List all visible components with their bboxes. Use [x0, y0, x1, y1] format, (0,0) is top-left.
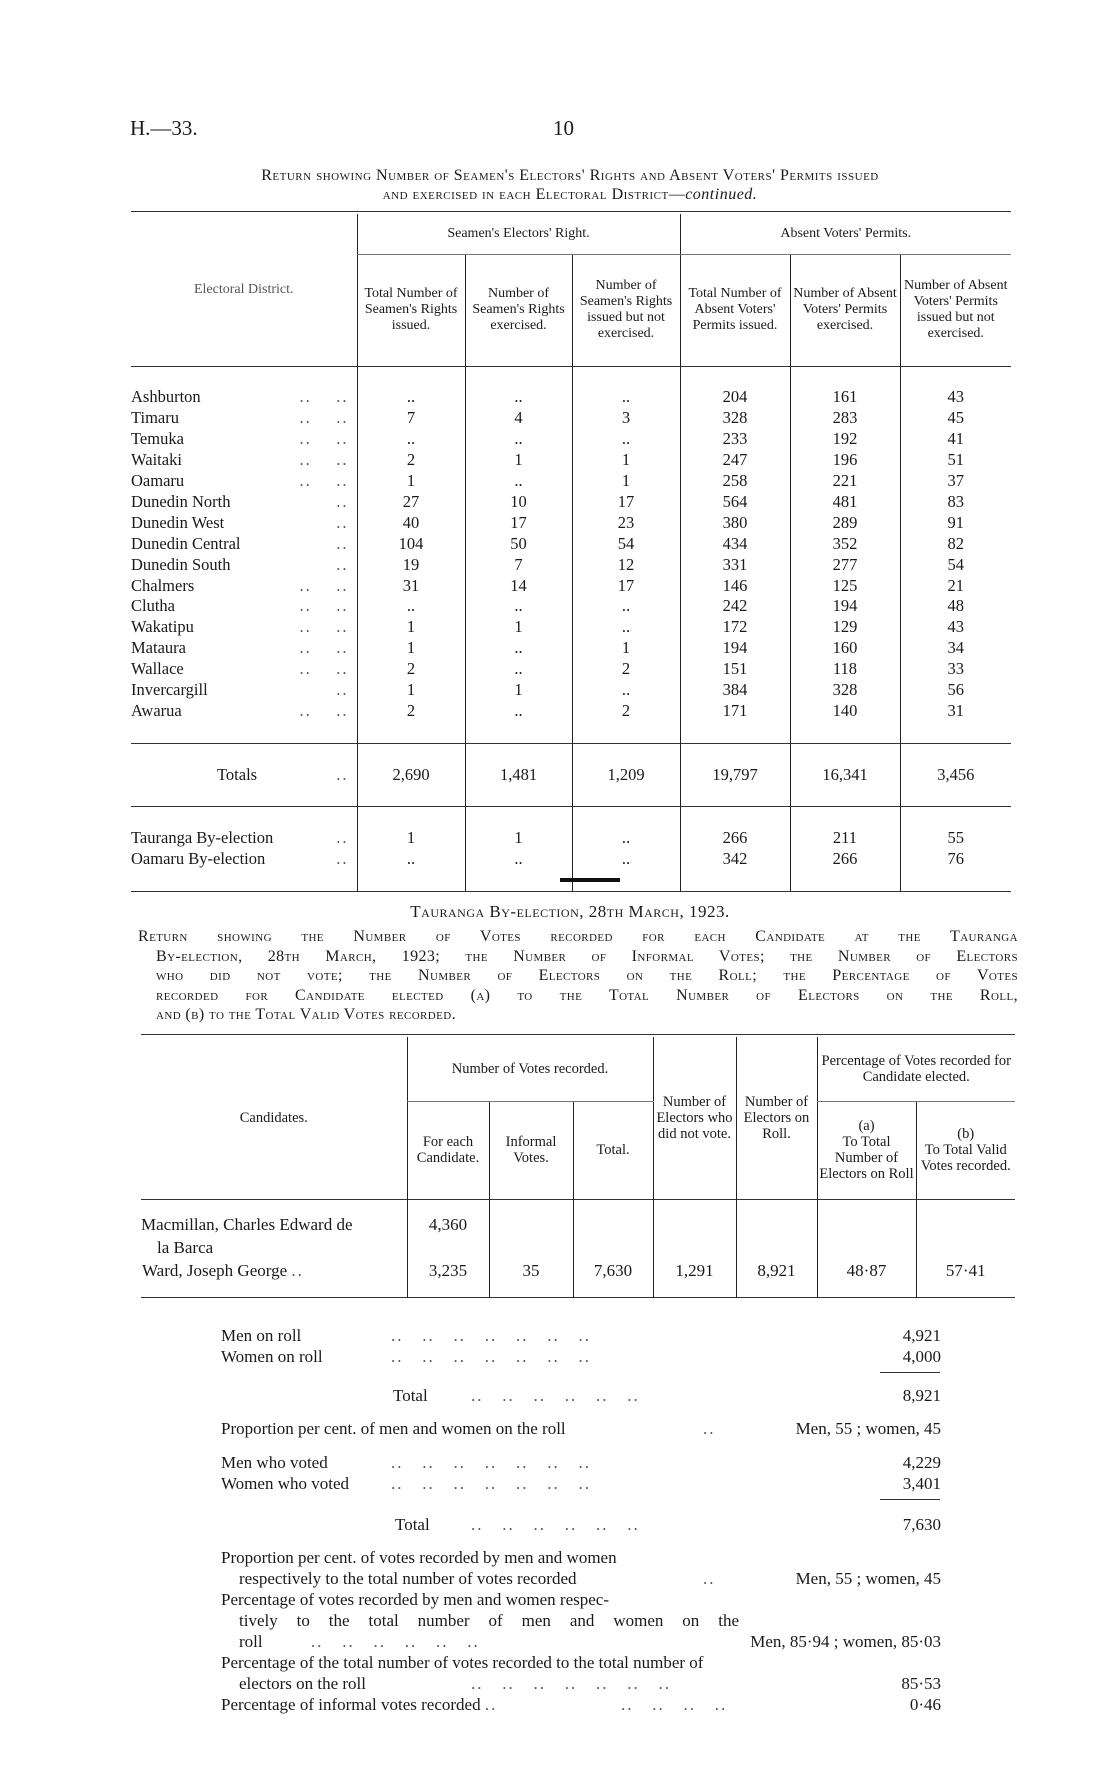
district-name: Totals ..: [217, 764, 349, 784]
cell-value: ..: [357, 429, 465, 450]
cell-value: 43: [900, 617, 1011, 638]
pct-informal-label: Percentage of informal votes recorded: [221, 1695, 481, 1714]
table-row: [131, 596, 1011, 617]
cell-value: 258: [680, 471, 790, 492]
district-name: Wakatipu .. ..: [131, 617, 349, 637]
cell-value: 434: [680, 534, 790, 555]
prop-roll-label: Proportion per cent. of men and women on the roll: [221, 1419, 566, 1438]
cell-value: 27: [357, 492, 465, 513]
table-row: [131, 429, 1011, 450]
cell-value: 1: [465, 680, 572, 701]
table-row: [131, 828, 1011, 849]
cell-value: 266: [790, 849, 900, 870]
prop-votes-line1: Proportion per cent. of votes recorded by men and women: [221, 1548, 617, 1567]
table-row: [131, 617, 1011, 638]
cell-value: 14: [465, 576, 572, 597]
cell-value: 23: [572, 513, 680, 534]
sum-rule: [880, 1499, 940, 1500]
cell-value: 50: [465, 534, 572, 555]
district-name: Dunedin South ..: [131, 554, 349, 574]
group-absent: Absent Voters' Permits.: [680, 214, 1011, 254]
cell-value: 342: [680, 849, 790, 870]
cell-value: 2: [357, 659, 465, 680]
candidate-votes: 3,235: [407, 1259, 489, 1283]
cell-value: 481: [790, 492, 900, 513]
pct-total-value: 85·53: [901, 1674, 941, 1693]
total-roll-value: 8,921: [902, 1386, 941, 1405]
cell-value: ..: [465, 387, 572, 408]
table-row: [131, 450, 1011, 471]
cell-value: ..: [357, 596, 465, 617]
table-row: [141, 1213, 1015, 1237]
table-row: [131, 513, 1011, 534]
district-name: Invercargill ..: [131, 680, 349, 700]
table-row: [131, 555, 1011, 576]
cell-value: 160: [790, 638, 900, 659]
col-on-roll: Number of Electors on Roll.: [736, 1037, 817, 1199]
table-row: [131, 534, 1011, 555]
district-name: Dunedin West ..: [131, 512, 349, 532]
table-row: [131, 659, 1011, 680]
col-total: Total.: [573, 1101, 653, 1199]
men-voted-value: 4,229: [902, 1453, 941, 1472]
cell-value: 233: [680, 429, 790, 450]
cell-value: 33: [900, 659, 1011, 680]
cell-value: 171: [680, 701, 790, 722]
cell-value: 221: [790, 471, 900, 492]
cell-value: 56: [900, 680, 1011, 701]
cell-value: 34: [900, 638, 1011, 659]
women-voted-value: 3,401: [902, 1474, 941, 1493]
cell-value: 54: [900, 555, 1011, 576]
cell-value: ..: [465, 596, 572, 617]
cell-value: 2: [357, 701, 465, 722]
total-roll-row: Total .. .. .. .. .. .. 8,921: [393, 1386, 941, 1405]
pct-b: 57·41: [916, 1259, 1015, 1283]
prop-votes-block: [221, 1547, 941, 1715]
cell-value: 1: [572, 638, 680, 659]
table1-title-line1: Return showing Number of Seamen's Electors' Rights and Absent Voters' Permits issued: [261, 167, 879, 184]
col-candidates: Candidates.: [239, 1109, 308, 1126]
table-row: [131, 576, 1011, 597]
cell-value: 1: [357, 617, 465, 638]
table-row: [131, 849, 1011, 870]
pct-informal-row: Percentage of informal votes recorded .. .. .. .. .. 0·46: [221, 1695, 941, 1714]
district-name: Waitaki .. ..: [131, 450, 349, 470]
cell-value: 4: [465, 408, 572, 429]
cell-value: ..: [572, 387, 680, 408]
table2-title-line: By-election, 28th March, 1923; the Number of Informal Votes; the Number of Electors: [156, 947, 1018, 965]
pct-votes-value: Men, 85·94 ; women, 85·03: [750, 1632, 941, 1651]
district-name: Dunedin North ..: [131, 491, 349, 511]
cell-value: 1: [357, 471, 465, 492]
pct-total-line1: Percentage of the total number of votes recorded to the total number of: [221, 1653, 704, 1672]
cell-value: 40: [357, 513, 465, 534]
cell-value: 1: [465, 828, 572, 849]
group-seamen: Seamen's Electors' Right.: [357, 214, 680, 254]
cell-value: 82: [900, 534, 1011, 555]
cell-value: 564: [680, 492, 790, 513]
total-roll-label: Total: [393, 1386, 428, 1405]
cell-value: 2: [572, 659, 680, 680]
cell-value: 172: [680, 617, 790, 638]
cell-value: 83: [900, 492, 1011, 513]
sum-rule: [880, 1372, 940, 1373]
cell-value: 1: [357, 638, 465, 659]
pct-a: 48·87: [817, 1259, 916, 1283]
cell-value: 76: [900, 849, 1011, 870]
col-seamen-exercised: Number of Seamen's Rights exercised.: [465, 254, 572, 366]
col-seamen-not-exercised: Number of Seamen's Rights issued but not exercised.: [572, 254, 680, 366]
table1-title-line2: and exercised in each Electoral District—continued.: [382, 186, 758, 203]
col-for-each: For each Candidate.: [407, 1101, 489, 1199]
col-pct-b: (b) To Total Valid Votes recorded.: [916, 1101, 1015, 1199]
men-on-roll-label: Men on roll: [221, 1326, 302, 1345]
page-ref: H.—33.: [130, 116, 198, 140]
section-divider: [560, 878, 620, 882]
col-not-voted: Number of Electors who did not vote.: [653, 1037, 736, 1199]
men-on-roll-row: Men on roll .. .. .. .. .. .. .. 4,921: [221, 1326, 941, 1345]
district-name: Clutha .. ..: [131, 596, 349, 616]
cell-value: 328: [680, 408, 790, 429]
cell-value: 247: [680, 450, 790, 471]
district-name: Ashburton .. ..: [131, 387, 349, 407]
cell-value: 1: [357, 828, 465, 849]
total-voted-value: 7,630: [902, 1515, 941, 1534]
cell-value: 104: [357, 534, 465, 555]
cell-value: 328: [790, 680, 900, 701]
cell-value: ..: [572, 429, 680, 450]
cell-value: 51: [900, 450, 1011, 471]
table-row: [131, 492, 1011, 513]
total-voted-row: Total .. .. .. .. .. .. 7,630: [395, 1515, 941, 1534]
totals-row: [131, 765, 1011, 786]
table2-title-line: Return showing the Number of Votes recorded for each Candidate at the Tauranga: [138, 928, 1018, 945]
table-row: [131, 408, 1011, 429]
prop-roll-value: Men, 55 ; women, 45: [795, 1419, 941, 1438]
district-name: Awarua .. ..: [131, 700, 349, 720]
candidate-name: Ward, Joseph George ..: [142, 1261, 304, 1280]
total-votes: 7,630: [573, 1259, 653, 1283]
cell-value: 125: [790, 576, 900, 597]
cell-value: 140: [790, 701, 900, 722]
cell-value: ..: [572, 680, 680, 701]
cell-value: 2: [357, 450, 465, 471]
col-district: Electoral District.: [193, 281, 294, 297]
cell-value: 1: [465, 617, 572, 638]
cell-value: 266: [680, 828, 790, 849]
cell-value: ..: [572, 596, 680, 617]
cell-value: 1,481: [465, 765, 572, 786]
pct-votes-line3-row: roll .. .. .. .. .. .. Men, 85·94 ; women, 85·03: [239, 1632, 941, 1651]
cell-value: 283: [790, 408, 900, 429]
cell-value: 45: [900, 408, 1011, 429]
candidate-name: Macmillan, Charles Edward de: [141, 1215, 353, 1234]
group-percentage: Percentage of Votes recorded for Candidate elected.: [817, 1037, 1015, 1101]
table-row: [131, 471, 1011, 492]
table-row: [131, 638, 1011, 659]
cell-value: ..: [465, 638, 572, 659]
cell-value: ..: [465, 659, 572, 680]
not-voted: 1,291: [653, 1259, 736, 1283]
cell-value: 2,690: [357, 765, 465, 786]
cell-value: 194: [790, 596, 900, 617]
cell-value: ..: [572, 617, 680, 638]
district-name: Tauranga By-election ..: [131, 828, 349, 848]
cell-value: 3,456: [900, 765, 1011, 786]
informal-votes: 35: [489, 1259, 573, 1283]
cell-value: 161: [790, 387, 900, 408]
table2-title: [138, 927, 1018, 1025]
district-name: Dunedin Central ..: [131, 533, 349, 553]
cell-value: 41: [900, 429, 1011, 450]
cell-value: 151: [680, 659, 790, 680]
cell-value: 2: [572, 701, 680, 722]
table-row: [131, 387, 1011, 408]
men-voted-label: Men who voted: [221, 1453, 328, 1472]
district-name: Mataura .. ..: [131, 638, 349, 658]
col-pct-a: (a) To Total Number of Electors on Roll: [817, 1101, 916, 1199]
candidate-votes: 4,360: [407, 1213, 489, 1237]
cell-value: 91: [900, 513, 1011, 534]
cell-value: 1: [572, 471, 680, 492]
women-voted-label: Women who voted: [221, 1474, 349, 1493]
group-votes: Number of Votes recorded.: [407, 1037, 653, 1101]
tauranga-votes-table: [141, 1037, 1015, 1298]
col-informal: Informal Votes.: [489, 1101, 573, 1199]
table2-title-line: who did not vote; the Number of Electors on the Roll; the Percentage of Votes: [156, 967, 1018, 984]
cell-value: 380: [680, 513, 790, 534]
cell-value: 1,209: [572, 765, 680, 786]
table-row: [131, 701, 1011, 722]
pct-informal-value: 0·46: [909, 1695, 941, 1714]
cell-value: ..: [572, 849, 680, 870]
cell-value: 43: [900, 387, 1011, 408]
col-seamen-issued: Total Number of Seamen's Rights issued.: [357, 254, 465, 366]
total-voted-label: Total: [395, 1515, 430, 1534]
district-name: Oamaru .. ..: [131, 471, 349, 491]
table2-title-line: recorded for Candidate elected (a) to the Total Number of Electors on the Roll,: [156, 986, 1018, 1004]
pct-total-line2-row: electors on the roll .. .. .. .. .. .. .. 85·53: [239, 1674, 941, 1693]
cell-value: ..: [357, 849, 465, 870]
women-on-roll-row: Women on roll .. .. .. .. .. .. .. 4,000: [221, 1347, 941, 1366]
cell-value: 204: [680, 387, 790, 408]
cell-value: ..: [465, 429, 572, 450]
cell-value: 192: [790, 429, 900, 450]
cell-value: 1: [465, 450, 572, 471]
col-absent-exercised: Number of Absent Voters' Permits exercised.: [790, 254, 900, 366]
cell-value: ..: [465, 471, 572, 492]
cell-value: 37: [900, 471, 1011, 492]
prop-votes-value: Men, 55 ; women, 45: [795, 1569, 941, 1588]
cell-value: 19,797: [680, 765, 790, 786]
cell-value: 10: [465, 492, 572, 513]
cell-value: 242: [680, 596, 790, 617]
pct-votes-line2: tively to the total number of men and women on the: [239, 1611, 739, 1630]
table2-top-rule: [141, 1034, 1015, 1035]
cell-value: 331: [680, 555, 790, 576]
pct-total-line2: electors on the roll: [239, 1674, 366, 1693]
men-voted-row: Men who voted .. .. .. .. .. .. .. 4,229: [221, 1453, 941, 1472]
cell-value: 48: [900, 596, 1011, 617]
cell-value: 3: [572, 408, 680, 429]
table2-title-line: and (b) to the Total Valid Votes recorded.: [156, 1006, 456, 1023]
cell-value: 17: [572, 576, 680, 597]
cell-value: ..: [572, 828, 680, 849]
candidate-name-cont: la Barca: [157, 1238, 214, 1257]
cell-value: ..: [357, 387, 465, 408]
table-row: [131, 680, 1011, 701]
district-name: Chalmers .. ..: [131, 575, 349, 595]
seamen-absent-voters-table: [131, 214, 1011, 892]
on-roll: 8,921: [736, 1259, 817, 1283]
cell-value: 194: [680, 638, 790, 659]
women-voted-row: Women who voted .. .. .. .. .. .. .. 3,401: [221, 1474, 941, 1493]
prop-votes-line2-row: respectively to the total number of votes recorded .. Men, 55 ; women, 45: [239, 1569, 941, 1588]
cell-value: 352: [790, 534, 900, 555]
cell-value: 55: [900, 828, 1011, 849]
cell-value: 19: [357, 555, 465, 576]
district-name: Temuka .. ..: [131, 429, 349, 449]
pct-votes-line3: roll: [239, 1632, 263, 1651]
cell-value: 384: [680, 680, 790, 701]
district-name: Oamaru By-election ..: [131, 849, 349, 869]
cell-value: 31: [900, 701, 1011, 722]
cell-value: 16,341: [790, 765, 900, 786]
cell-value: ..: [465, 849, 572, 870]
cell-value: 7: [357, 408, 465, 429]
cell-value: 146: [680, 576, 790, 597]
prop-roll-row: Proportion per cent. of men and women on the roll .. Men, 55 ; women, 45: [221, 1419, 941, 1438]
cell-value: 129: [790, 617, 900, 638]
table-row: [141, 1259, 1015, 1283]
cell-value: 17: [572, 492, 680, 513]
cell-value: 1: [572, 450, 680, 471]
women-on-roll-label: Women on roll: [221, 1347, 323, 1366]
pct-votes-line1: Percentage of votes recorded by men and women respec-: [221, 1590, 610, 1609]
cell-value: 17: [465, 513, 572, 534]
table1-title: [120, 166, 1020, 204]
women-on-roll-value: 4,000: [902, 1347, 941, 1366]
cell-value: 54: [572, 534, 680, 555]
cell-value: 289: [790, 513, 900, 534]
cell-value: 118: [790, 659, 900, 680]
district-name: Timaru .. ..: [131, 408, 349, 428]
cell-value: ..: [465, 701, 572, 722]
cell-value: 21: [900, 576, 1011, 597]
cell-value: 277: [790, 555, 900, 576]
cell-value: 196: [790, 450, 900, 471]
cell-value: 1: [357, 680, 465, 701]
cell-value: 12: [572, 555, 680, 576]
district-name: Wallace .. ..: [131, 659, 349, 679]
cell-value: 211: [790, 828, 900, 849]
cell-value: 7: [465, 555, 572, 576]
men-on-roll-value: 4,921: [902, 1326, 941, 1345]
page-number: 10: [553, 116, 574, 140]
table2-heading: Tauranga By-election, 28th March, 1923.: [410, 902, 730, 921]
col-absent-issued: Total Number of Absent Voters' Permits issued.: [680, 254, 790, 366]
col-absent-not-exercised: Number of Absent Voters' Permits issued but not exercised.: [900, 254, 1011, 366]
table1-top-rule: [131, 211, 1011, 212]
cell-value: 31: [357, 576, 465, 597]
prop-votes-line2: respectively to the total number of votes recorded: [239, 1569, 577, 1588]
